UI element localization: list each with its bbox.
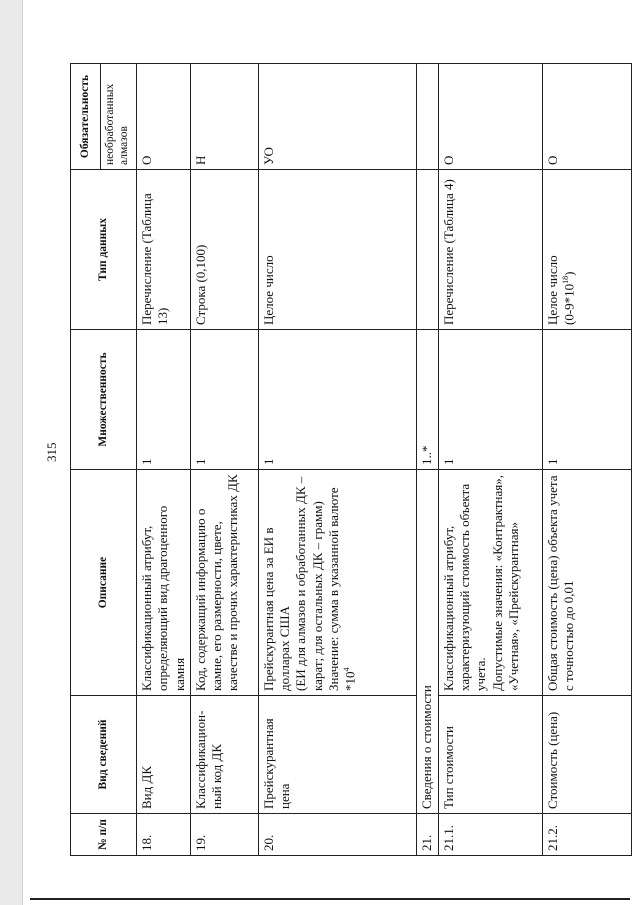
row-19-req: Н [190,64,258,170]
row-20-type: Целое число [258,170,416,330]
row-19-desc: Код, содержащий информацию о камне, его размерности, цвете, качестве и прочих характеристиках ДК [190,470,258,696]
row-20-num: 20. [258,814,416,856]
header-num: № п/п [71,814,137,856]
row-21-req [416,64,438,170]
page-bottom-rule [30,898,630,900]
row-20-kind: Прейскурантная цена [258,696,416,814]
header-kind: Вид сведений [71,696,137,814]
row-21-1-type: Перечисление (Таблица 4) [438,170,542,330]
row-21-2-type [542,170,631,330]
row-21-1-mult: 1 [438,330,542,470]
header-row [71,64,101,856]
table-row-20 [258,64,416,856]
table-row-21-1 [438,64,542,856]
row-21-2-type-range: (0-9*10 [561,283,577,325]
attributes-table [70,63,632,856]
row-20-desc-value: Значение: сумма в указанной валюте *10 [325,487,358,691]
row-18-mult: 1 [137,330,191,470]
header-required: Обязательность [71,64,101,170]
table-row-21-2 [542,64,631,856]
header-required-sub: необработанных алмазов [101,64,137,170]
scan-edge [0,0,23,905]
row-21-2-type-exponent: 18 [561,275,570,284]
row-20-desc-line3 [326,474,359,691]
row-18-req: О [137,64,191,170]
row-21-1-kind: Тип стоимости [438,696,542,814]
row-21-2-type-close: ) [561,271,577,276]
table-row-18 [137,64,191,856]
row-18-type: Перечисление (Таблица 13) [137,170,191,330]
row-21-2-desc: Общая стоимость (цена) объекта учета с точностью до 0,01 [542,470,631,696]
row-18-num: 18. [137,814,191,856]
row-20-desc-line2: (ЕИ для алмазов и обработанных ДК – карат; для остальных ДК – грамм) [293,476,325,691]
row-20-mult: 1 [258,330,416,470]
table-row-19 [190,64,258,856]
row-21-2-mult: 1 [542,330,631,470]
row-19-kind: Классификацион-ный код ДК [190,696,258,814]
row-21-1-desc-line1: Классификационный атрибут, характеризующий стоимость объекта учета. [440,483,489,691]
row-21-1-req: О [438,64,542,170]
row-19-num: 19. [190,814,258,856]
row-19-type: Строка (0,100) [190,170,258,330]
row-19-mult: 1 [190,330,258,470]
page-number: 315 [44,442,59,462]
row-21-1-desc [438,470,542,696]
row-21-2-req: О [542,64,631,170]
row-20-desc-exponent: 4 [342,667,351,672]
row-21-num: 21. [416,814,438,856]
row-21-type [416,170,438,330]
row-21-2-num: 21.2. [542,814,631,856]
row-18-desc: Классификационный атрибут, определяющий вид драгоценного камня [137,470,191,696]
header-description: Описание [71,470,137,696]
header-data-type: Тип данных [71,170,137,330]
row-21-1-desc-line2: Допустимые значения: «Контрактная», «Учетная», «Прейскурантная» [489,475,521,691]
rotated-page [70,64,632,856]
row-20-desc [258,470,416,696]
row-20-req: УО [258,64,416,170]
row-21-title: Сведения о стоимости [416,470,438,814]
table-row-21 [416,64,438,856]
row-21-1-num: 21.1. [438,814,542,856]
header-multiplicity: Множественность [71,330,137,470]
row-18-kind: Вид ДК [137,696,191,814]
row-21-2-kind: Стоимость (цена) [542,696,631,814]
row-20-desc-line1: Прейскурантная цена за ЕИ в долларах США [260,527,292,691]
row-21-2-type-line1: Целое число [544,255,560,325]
row-21-2-type-line2 [561,174,578,325]
row-21-mult: 1..* [416,330,438,470]
